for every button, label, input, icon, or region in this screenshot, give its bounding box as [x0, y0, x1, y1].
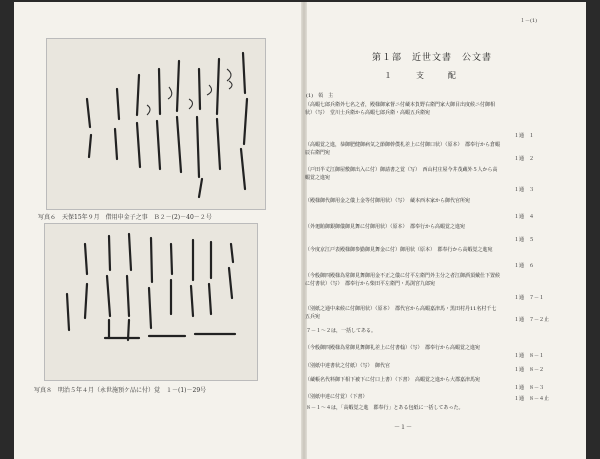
topic-label: (1) 領 主 [306, 93, 334, 99]
catalog-entry: （蔵帳名代料御下相下被下に付口上書）（下書） 高蝦覚之進から大郡嘉津馬宛 [305, 377, 481, 383]
catalog-entry: （殿様御代御用金之儀上金等付御用状）（写） 蔵本西本家から御代官所宛 [305, 198, 471, 204]
catalog-entry: （別紙之通中来候に付御用状）（原本） 郡代官から高蝦嘉津馬・黒田村丹11名村千七五兵宛 [305, 306, 497, 320]
catalog-ref: １通 ８－４止 [514, 396, 550, 402]
catalog-ref: １通 ８－２ [514, 367, 545, 373]
photo-8-caption: 写真８ 明治５年４月（永世施預ケ品に付）覚 １－(1)－29号 [34, 387, 207, 394]
handwritten-document-image [45, 224, 257, 380]
page-number: －１－ [394, 424, 413, 431]
catalog-ref: １通 ４ [514, 214, 535, 220]
catalog-entry: （別紙中達書状之付紙）（写） 御代官 [305, 363, 391, 369]
photo-6-caption: 写真６ 天保15年９月 借用申金子之事 Ｂ２－(2)－40－２号 [38, 214, 212, 221]
catalog-ref: １通 ８－１ [514, 353, 545, 359]
catalog-entry: （今度京江戸表殿様御参勤御見舞金に付）御用状（原本） 郡奉行から高蝦覚之進宛 [305, 247, 493, 253]
running-head: １－(1) [520, 18, 538, 24]
catalog-entry: （今般御四殿様為常御見舞御礼差上に付書翰）（写） 郡奉行から高蝦覚之進宛 [305, 345, 481, 351]
catalog-ref: １通 ３ [514, 187, 535, 193]
catalog-entry: （今般御四殿様為常御見舞御用金不正之儀に付平左衛門外主分之者江御酒頂戴仕下置候に付書状）（写） 郡奉行から柴田平左衛門・馬渕宮九郎宛 [305, 273, 501, 287]
section-title: 第１部 近世文書 公文書 [372, 53, 493, 63]
catalog-entry: （高蝦七郎兵衛外七名之者，殿様御家督ニ付蔵本負野右衛門家大御目出度候ニ付御相状）（写） 堂川士兵衛から高蝦七郎兵衛・高蝦五兵衛宛 [305, 102, 496, 116]
document-photo-8 [44, 223, 258, 381]
document-photo-6 [46, 38, 266, 210]
catalog-ref: １通 ２ [514, 156, 535, 162]
grouping-note: ７－１～２は，一括してある。 [306, 328, 377, 334]
catalog-ref: １通 ７－１ [514, 295, 545, 301]
grouping-note: ８－１～４は，「高蝦覚之進 郡奉行」とある包紙に一括してあった。 [306, 405, 464, 411]
catalog-ref: １通 ７－２止 [514, 317, 550, 323]
handwritten-document-image [47, 39, 265, 209]
catalog-ref: １通 １ [514, 133, 535, 139]
catalog-entry: （外廻賄御銀御儀御見舞に付御用状）（原本） 郡奉行から高蝦覚之進宛 [305, 224, 466, 230]
catalog-ref: １通 ８－３ [514, 385, 545, 391]
catalog-ref: １通 ５ [514, 237, 535, 243]
catalog-ref: １通 ６ [514, 263, 535, 269]
catalog-entry: （戸田半丈江御屋敷御出入に付）御請書之覚（写） 西山村庄屋今井茂蔵外５人から高蝦覚之進宛 [305, 167, 498, 181]
catalog-entry: （高蝦覚之進，恭御肥健御病気之節御幹僕札差上に付御口状）（原本） 郡奉行から倉蝦辰右衛門宛 [305, 142, 501, 156]
section-subtitle: １ 支 配 [384, 71, 464, 80]
catalog-entry: （別紙申達に付覚）（下書） [305, 394, 368, 400]
